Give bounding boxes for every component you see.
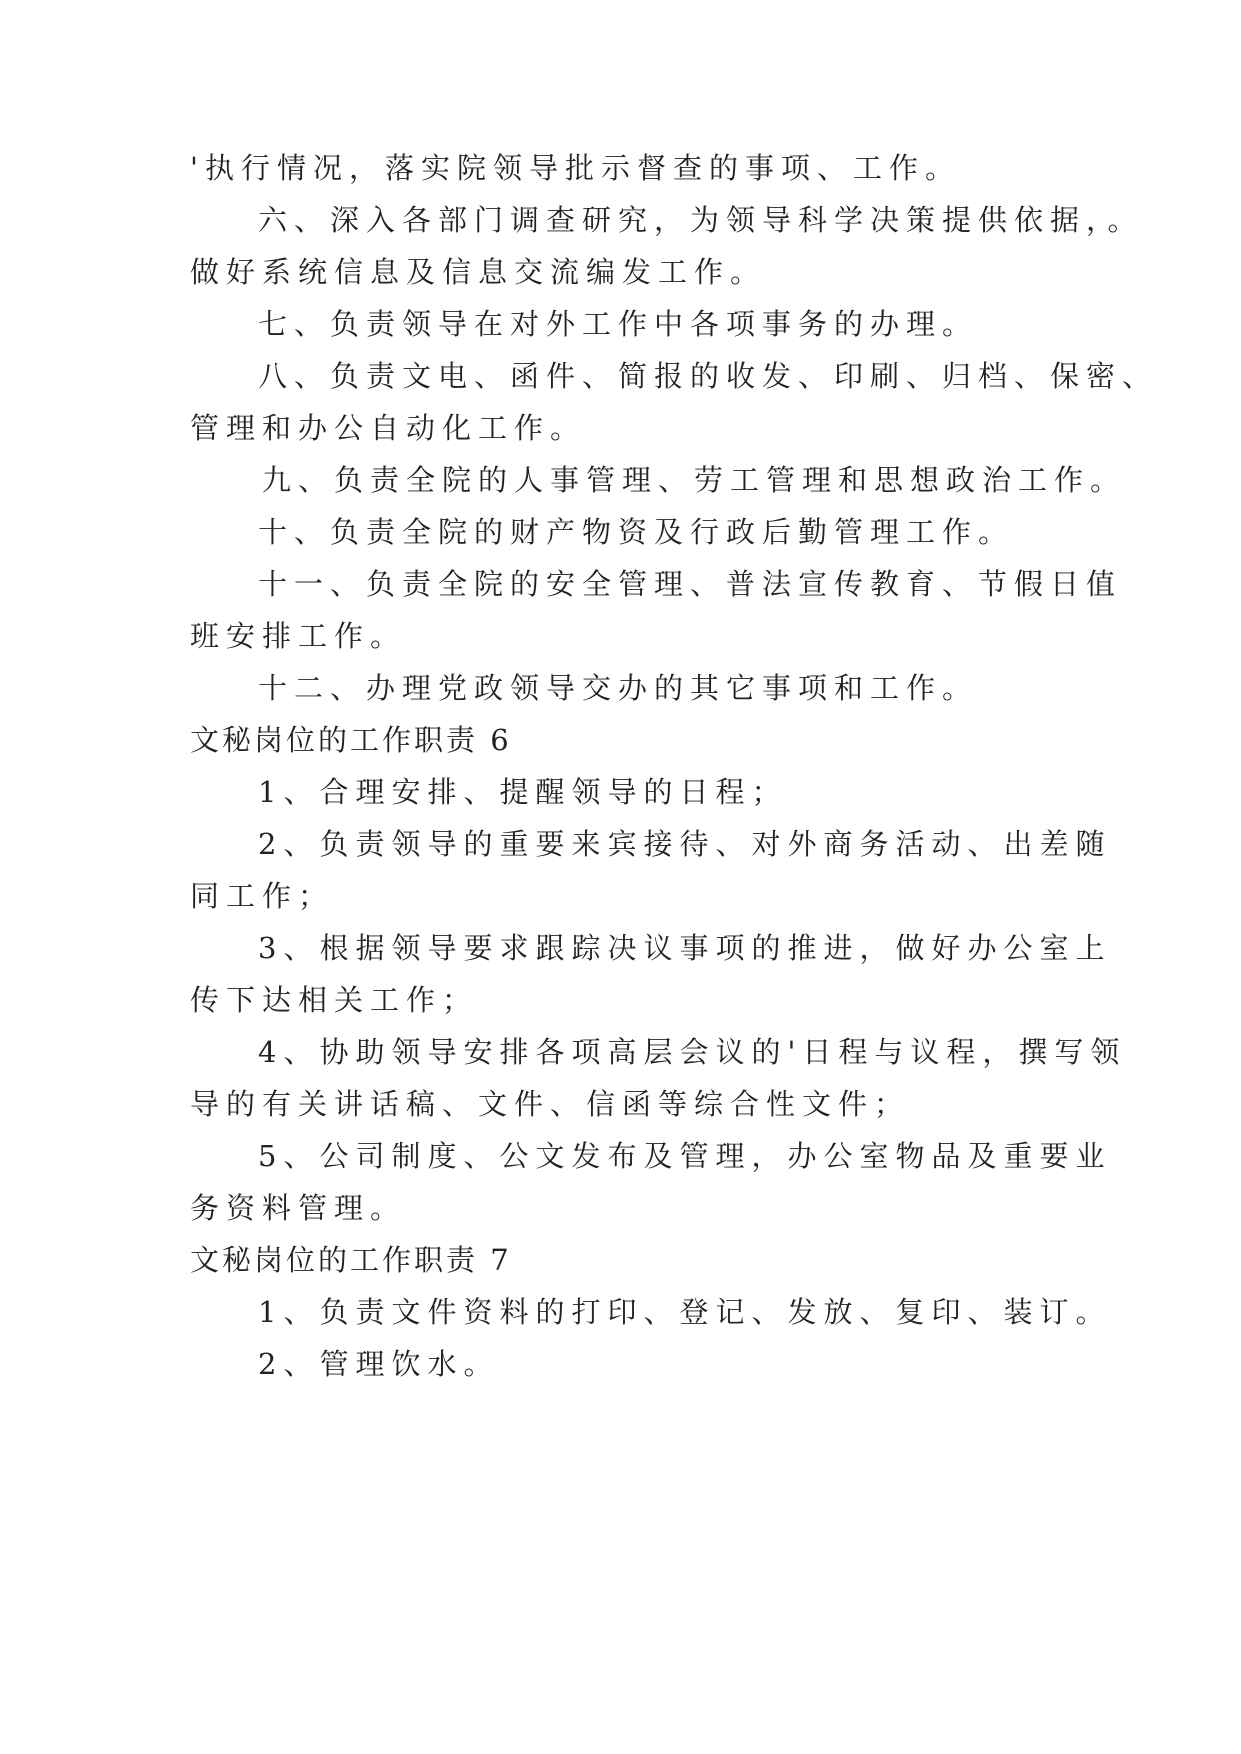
list-item: 4、协助领导安排各项高层会议的'日程与议程，撰写领 — [258, 1035, 1127, 1069]
paragraph-line: 七、负责领导在对外工作中各项事务的办理。 — [258, 307, 979, 341]
list-item: 2、负责领导的重要来宾接待、对外商务活动、出差随 — [258, 827, 1112, 861]
paragraph-line: 九、负责全院的人事管理、劳工管理和思想政治工作。 — [262, 463, 1127, 497]
section-heading: 文秘岗位的工作职责 6 — [190, 723, 512, 757]
paragraph-line: 十、负责全院的财产物资及行政后勤管理工作。 — [258, 515, 1015, 549]
paragraph-line: 传下达相关工作； — [190, 983, 479, 1017]
list-item: 3、根据领导要求跟踪决议事项的推进，做好办公室上 — [258, 931, 1112, 965]
list-item: 5、公司制度、公文发布及管理，办公室物品及重要业 — [258, 1139, 1112, 1173]
list-item: 1、合理安排、提醒领导的日程； — [258, 775, 788, 809]
list-item: 2、管理饮水。 — [258, 1347, 500, 1381]
paragraph-line: 务资料管理。 — [190, 1191, 407, 1225]
paragraph-line: 做好系统信息及信息交流编发工作。 — [190, 255, 767, 289]
list-item: 1、负责文件资料的打印、登记、发放、复印、装订。 — [258, 1295, 1112, 1329]
paragraph-line: 十二、办理党政领导交办的其它事项和工作。 — [258, 671, 979, 705]
paragraph-line: 六、深入各部门调查研究，为领导科学决策提供依据，。 — [258, 203, 1144, 237]
paragraph-line: 管理和办公自动化工作。 — [190, 411, 587, 445]
paragraph-line: 导的有关讲话稿、文件、信函等综合性文件； — [190, 1087, 911, 1121]
section-heading: 文秘岗位的工作职责 7 — [190, 1243, 512, 1277]
paragraph-line: 八、负责文电、函件、简报的收发、印刷、归档、保密、 — [258, 359, 1159, 393]
paragraph-line: 同工作； — [190, 879, 335, 913]
paragraph-line: '执行情况，落实院领导批示督查的事项、工作。 — [190, 151, 961, 185]
paragraph-line: 十一、负责全院的安全管理、普法宣传教育、节假日值 — [258, 567, 1123, 601]
paragraph-line: 班安排工作。 — [190, 619, 407, 653]
